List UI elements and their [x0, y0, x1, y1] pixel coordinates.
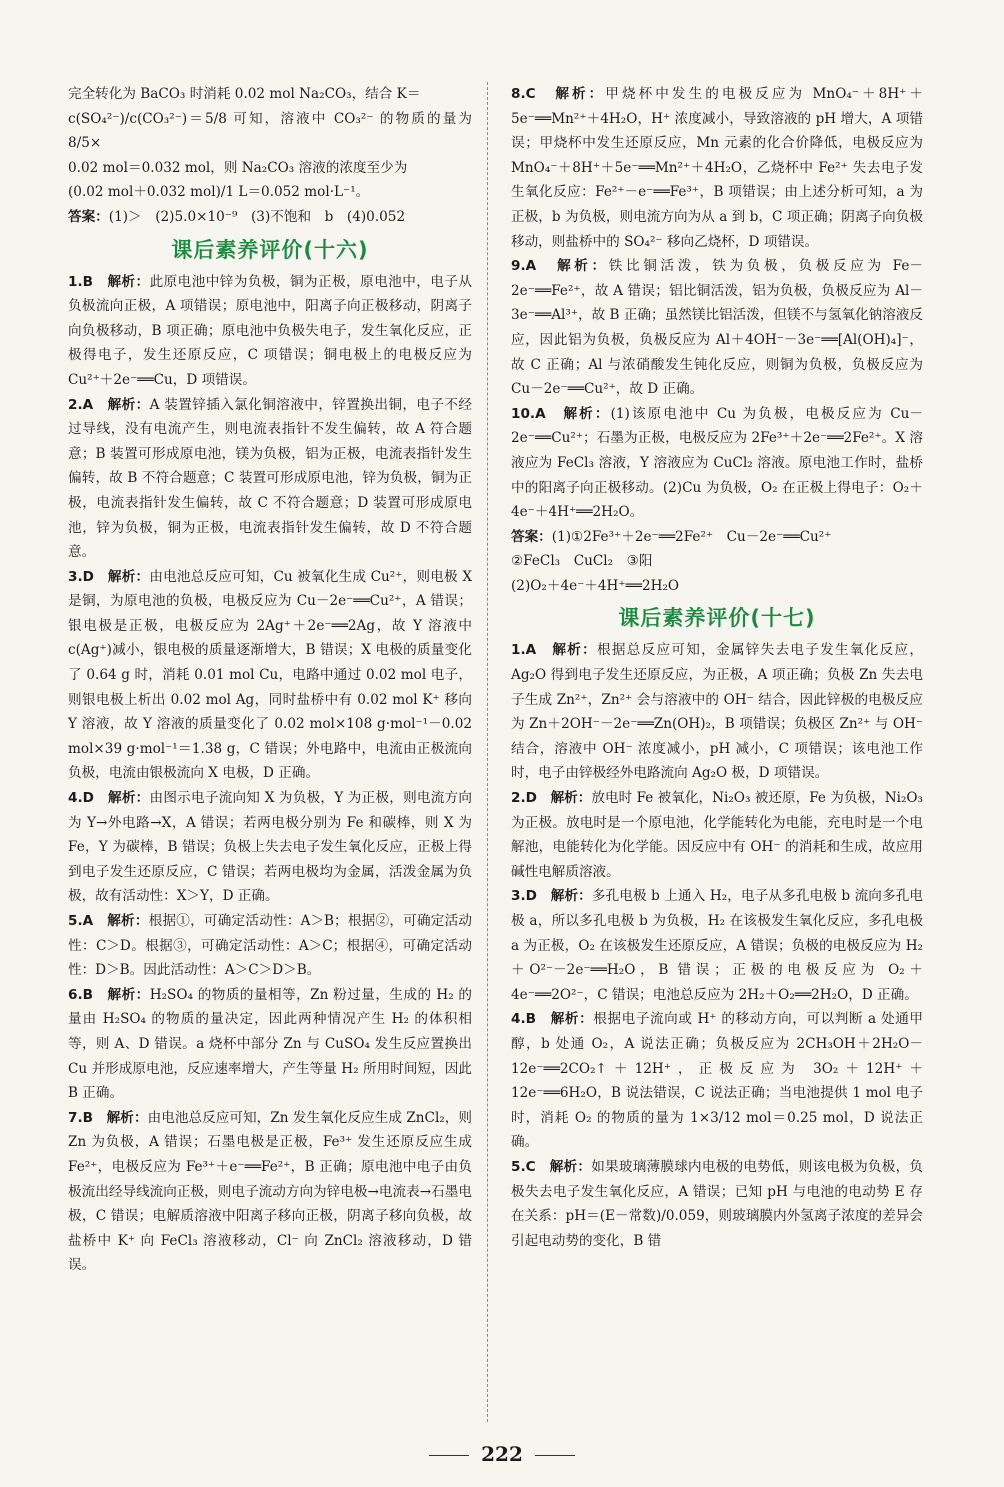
item-number: 1.A [511, 642, 537, 659]
item-text: 如果玻璃薄膜球内电极的电势低，则该电极为负极，负极失去电子发生氧化反应，A 错误；已知 pH 与电池的电动势 E 存在关系：pH＝(E－常数)/0.059，则玻璃膜内外氢离子浓度的差异会引起电动势的变化，B 错 [511, 1158, 924, 1249]
solution-item [511, 402, 923, 525]
answer-line: ②FeCl₃ CuCl₂ ③阳 [511, 553, 653, 570]
solution-item [511, 1155, 923, 1253]
solution-item [511, 786, 923, 884]
item-text: A 装置锌插入氯化铜溶液中，锌置换出铜，电子不经过导线，没有电流产生，则电流表指针不发生偏转，故 A 符合题意；B 装置可形成原电池，镁为负极，铝为正极，电流表指针发生偏转，故 B 不符合题意；C 装置可形成原电池，锌为负极，铜为正极，电流表指针发生偏转，故 C 不符合题意；D 装置可形成原电池，锌为负极，铜为正极，电流表指针发生偏转，故 D 不符合题意。 [68, 396, 473, 561]
item-text: 根据①，可确定活动性：A＞B；根据②，可确定活动性：C＞D。根据③，可确定活动性：A＞C；根据④，可确定活动性：D＞B。因此活动性：A＞C＞D＞B。 [68, 913, 472, 979]
solution-item [511, 1007, 923, 1155]
item-label: 解析： [549, 1158, 592, 1175]
item-number: 10.A [511, 405, 546, 422]
item-number: 3.D [68, 568, 94, 585]
page-footer [0, 1442, 1004, 1466]
answer-text: (1)＞ (2)5.0×10⁻⁹ (3)不饱和 b (4)0.052 [108, 208, 406, 225]
answer-label: 答案： [68, 208, 109, 225]
answer-line [511, 525, 923, 550]
item-text: H₂SO₄ 的物质的量相等，Zn 粉过量，生成的 H₂ 的量由 H₂SO₄ 的物质的量决定，因此两种情况产生 H₂ 的体积相等，则 A、D 错误。a 烧杯中部分 Zn 与 CuSO₄ 发生反应置换出 Cu 并形成原电池，反应速率增大，产生等量 H₂ 所用时间短，因此 B 正确。 [68, 986, 473, 1102]
right-column [511, 82, 923, 1253]
solution-item [68, 565, 472, 786]
item-label: 解析： [557, 258, 609, 275]
solution-item [68, 983, 472, 1106]
solution-item [68, 393, 472, 565]
item-number: 9.A [511, 258, 537, 275]
solution-item [68, 909, 472, 983]
item-label: 解析： [552, 642, 597, 659]
item-label: 解析： [107, 913, 149, 929]
item-number: 2.A [68, 396, 94, 413]
item-number: 6.B [68, 986, 93, 1003]
solution-item [511, 82, 923, 254]
section-title-16: 课后素养评价(十六) [171, 237, 369, 262]
item-text: 此原电池中锌为负极，铜为正极，原电池中，电子从负极流向正极，A 项错误；原电池中，阳离子向正极移动，阴离子向负极移动，B 项正确；原电池中负极失电子，发生氧化反应，正极得电子，发生还原反应，C 项错误；铜电极上的电极反应为 Cu²⁺＋2e⁻══Cu，D 项错误。 [68, 273, 473, 388]
item-number: 4.D [68, 790, 94, 807]
item-label: 解析： [106, 1109, 148, 1126]
item-label: 解析： [107, 986, 150, 1003]
solution-item [511, 884, 923, 1007]
item-label: 解析： [107, 273, 150, 290]
answer-line: (2)O₂＋4e⁻＋4H⁺══2H₂O [511, 577, 680, 594]
intro-line: (0.02 mol＋0.032 mol)/1 L＝0.052 mol·L⁻¹。 [68, 184, 370, 201]
item-label: 解析： [563, 405, 611, 422]
item-text: 由电池总反应可知，Cu 被氧化生成 Cu²⁺，则电极 X 是铜，为原电池的负极，电极反应为 Cu－2e⁻══Cu²⁺，A 错误；银电极是正极，电极反应为 2Ag⁺＋2e⁻══2Ag，故 Y 溶液中 c(Ag⁺)减小，银电极的质量逐渐增大，B 错误；X 电极的质量变化了 0.64 g 时，消耗 0.01 mol Cu，电路中通过 0.02 mol 电子，则银电极上析出 0.02 mol Ag，同时盐桥中有 0.02 mol K⁺ 移向 Y 溶液，故 Y 溶液的质量变化了 0.02 mol×108 g·mol⁻¹－0.02 mol×39 g·mol⁻¹＝1.38 g，C 错误；外电路中，电流由正极流向负极，电流由银极流向 X 电极，D 正确。 [68, 568, 473, 782]
item-text: 由电池总反应可知，Zn 发生氧化反应生成 ZnCl₂，则 Zn 为负极，A 错误；石墨电极是正极，Fe³⁺ 发生还原反应生成 Fe²⁺，电极反应为 Fe³⁺＋e⁻══Fe²⁺，B 正确；原电池中电子由负极流出经导线流向正极，则电子流动方向为锌电极→电流表→石墨电极，C 错误；电解质溶液中阳离子移向正极，阴离子移向负极，故盐桥中 K⁺ 向 FeCl₃ 溶液移动，Cl⁻ 向 ZnCl₂ 溶液移动，D 错误。 [68, 1109, 473, 1274]
item-text: (1)该原电池中 Cu 为负极，电极反应为 Cu－2e⁻══Cu²⁺；石墨为正极，电极反应为 2Fe³⁺＋2e⁻══2Fe²⁺。X 溶液应为 FeCl₃ 溶液，Y 溶液应为 CuCl₂ 溶液。原电池工作时，盐桥中的阳离子向正极移动。(2)Cu 为负极，O₂ 在正极上得电子：O₂＋4e⁻＋4H⁺══2H₂O。 [511, 405, 924, 521]
item-label: 解析： [550, 888, 592, 905]
item-text: 根据总反应可知，金属锌失去电子发生氧化反应，Ag₂O 得到电子发生还原反应，为正极，A 项正确；负极 Zn 失去电子生成 Zn²⁺，Zn²⁺ 会与溶液中的 OH⁻ 结合，因此锌极的电极反应为 Zn＋2OH⁻－2e⁻══Zn(OH)₂，B 项错误；负极区 Zn²⁺ 与 OH⁻ 结合，溶液中 OH⁻ 浓度减小，pH 减小，C 项错误；该电池工作时，电子由锌极经外电路流向 Ag₂O 极，D 项错误。 [511, 642, 924, 782]
item-text: 多孔电极 b 上通入 H₂，电子从多孔电极 b 流向多孔电极 a，所以多孔电极 b 为负极，H₂ 在该极发生氧化反应，多孔电极 a 为正极，O₂ 在该极发生还原反应，A 错误；负极的电极反应为 H₂＋O²⁻－2e⁻══H₂O，B 错误；正极的电极反应为 O₂＋4e⁻══2O²⁻，C 错误；电池总反应为 2H₂＋O₂══2H₂O，D 正确。 [511, 888, 924, 1003]
footer-dash-left [429, 1455, 469, 1456]
solution-item [511, 254, 923, 402]
answer-line [68, 205, 472, 230]
item-number: 2.D [511, 790, 537, 807]
solution-item [511, 638, 923, 786]
item-label: 解析： [555, 86, 606, 102]
item-label: 解析： [550, 1011, 594, 1028]
item-number: 3.D [511, 888, 537, 905]
intro-line: c(SO₄²⁻)/c(CO₃²⁻)＝5/8 可知，溶液中 CO₃²⁻ 的物质的量为 8/5× [68, 110, 472, 152]
solution-item [68, 786, 472, 909]
page-number: 222 [481, 1442, 523, 1466]
item-text: 放电时 Fe 被氧化，Ni₂O₃ 被还原，Fe 为负极，Ni₂O₃ 为正极。放电时是一个原电池，化学能转化为电能，充电时是一个电解池，电能转化为化学能。因反应中有 OH⁻ 的消耗和生成，故应用碱性电解质溶液。 [511, 790, 924, 880]
answer-text: (1)①2Fe³⁺＋2e⁻══2Fe²⁺ Cu－2e⁻══Cu²⁺ [551, 528, 832, 545]
item-number: 8.C [511, 86, 536, 102]
item-number: 4.B [511, 1011, 536, 1028]
item-text: 甲烧杯中发生的电极反应为 MnO₄⁻＋8H⁺＋5e⁻══Mn²⁺＋4H₂O，H⁺ 浓度减小，导致溶液的 pH 增大，A 项错误；甲烧杯中发生还原反应，Mn 元素的化合价降低，电极反应为 MnO₄⁻＋8H⁺＋5e⁻══Mn²⁺＋4H₂O，乙烧杯中 Fe²⁺ 失去电子发生氧化反应：Fe²⁺－e⁻══Fe³⁺，B 项错误；由上述分析可知，a 为正极，b 为负极，则电流方向为从 a 到 b，C 项正确；阴离子向负极移动，则盐桥中的 SO₄²⁻ 移向乙烧杯，D 项错误。 [511, 86, 924, 250]
intro-line: 完全转化为 BaCO₃ 时消耗 0.02 mol Na₂CO₃，结合 K＝ [68, 86, 421, 102]
column-divider [487, 82, 488, 1422]
item-number: 7.B [68, 1109, 93, 1126]
footer-dash-right [535, 1455, 575, 1456]
item-label: 解析： [107, 396, 150, 413]
section-title-17: 课后素养评价(十七) [618, 606, 816, 631]
intro-line: 0.02 mol＝0.032 mol，则 Na₂CO₃ 溶液的浓度至少为 [68, 159, 408, 176]
solution-item [68, 270, 472, 393]
item-label: 解析： [107, 568, 150, 585]
item-number: 1.B [68, 273, 93, 290]
item-number: 5.C [511, 1158, 536, 1175]
left-column [68, 82, 472, 1278]
item-number: 5.A [68, 913, 94, 929]
item-text: 铁比铜活泼，铁为负极，负极反应为 Fe－2e⁻══Fe²⁺，故 A 错误；铝比铜活泼，铝为负极，负极反应为 Al－3e⁻══Al³⁺，故 B 正确；虽然镁比铝活泼，但镁不与氢氧化钠溶液反应，因此铝为负极，负极反应为 Al＋4OH⁻－3e⁻══[Al(OH)₄]⁻，故 C 正确；Al 与浓硝酸发生钝化反应，则铜为负极，负极反应为 Cu－2e⁻══Cu²⁺，故 D 正确。 [511, 258, 924, 398]
solution-item [68, 1106, 472, 1278]
answer-label: 答案： [511, 528, 552, 545]
item-text: 由图示电子流向知 X 为负极，Y 为正极，则电流方向为 Y→外电路→X，A 错误；若两电极分别为 Fe 和碳棒，则 X 为 Fe，Y 为碳棒，B 错误；负极上失去电子发生氧化反应，正极上得到电子发生还原反应，C 错误；若两电极均为金属，活泼金属为负极，故有活动性：X＞Y，D 正确。 [68, 790, 473, 905]
item-label: 解析： [108, 790, 150, 807]
item-text: 根据电子流向或 H⁺ 的移动方向，可以判断 a 处通甲醇，b 处通 O₂，A 说法正确；负极反应为 2CH₃OH＋2H₂O－12e⁻══2CO₂↑＋12H⁺，正极反应为 3O₂＋12H⁺＋12e⁻══6H₂O，B 说法错误，C 说法正确；当电池提供 1 mol 电子时，消耗 O₂ 的物质的量为 1×3/12 mol＝0.25 mol，D 说法正确。 [511, 1011, 924, 1151]
item-label: 解析： [550, 790, 592, 807]
